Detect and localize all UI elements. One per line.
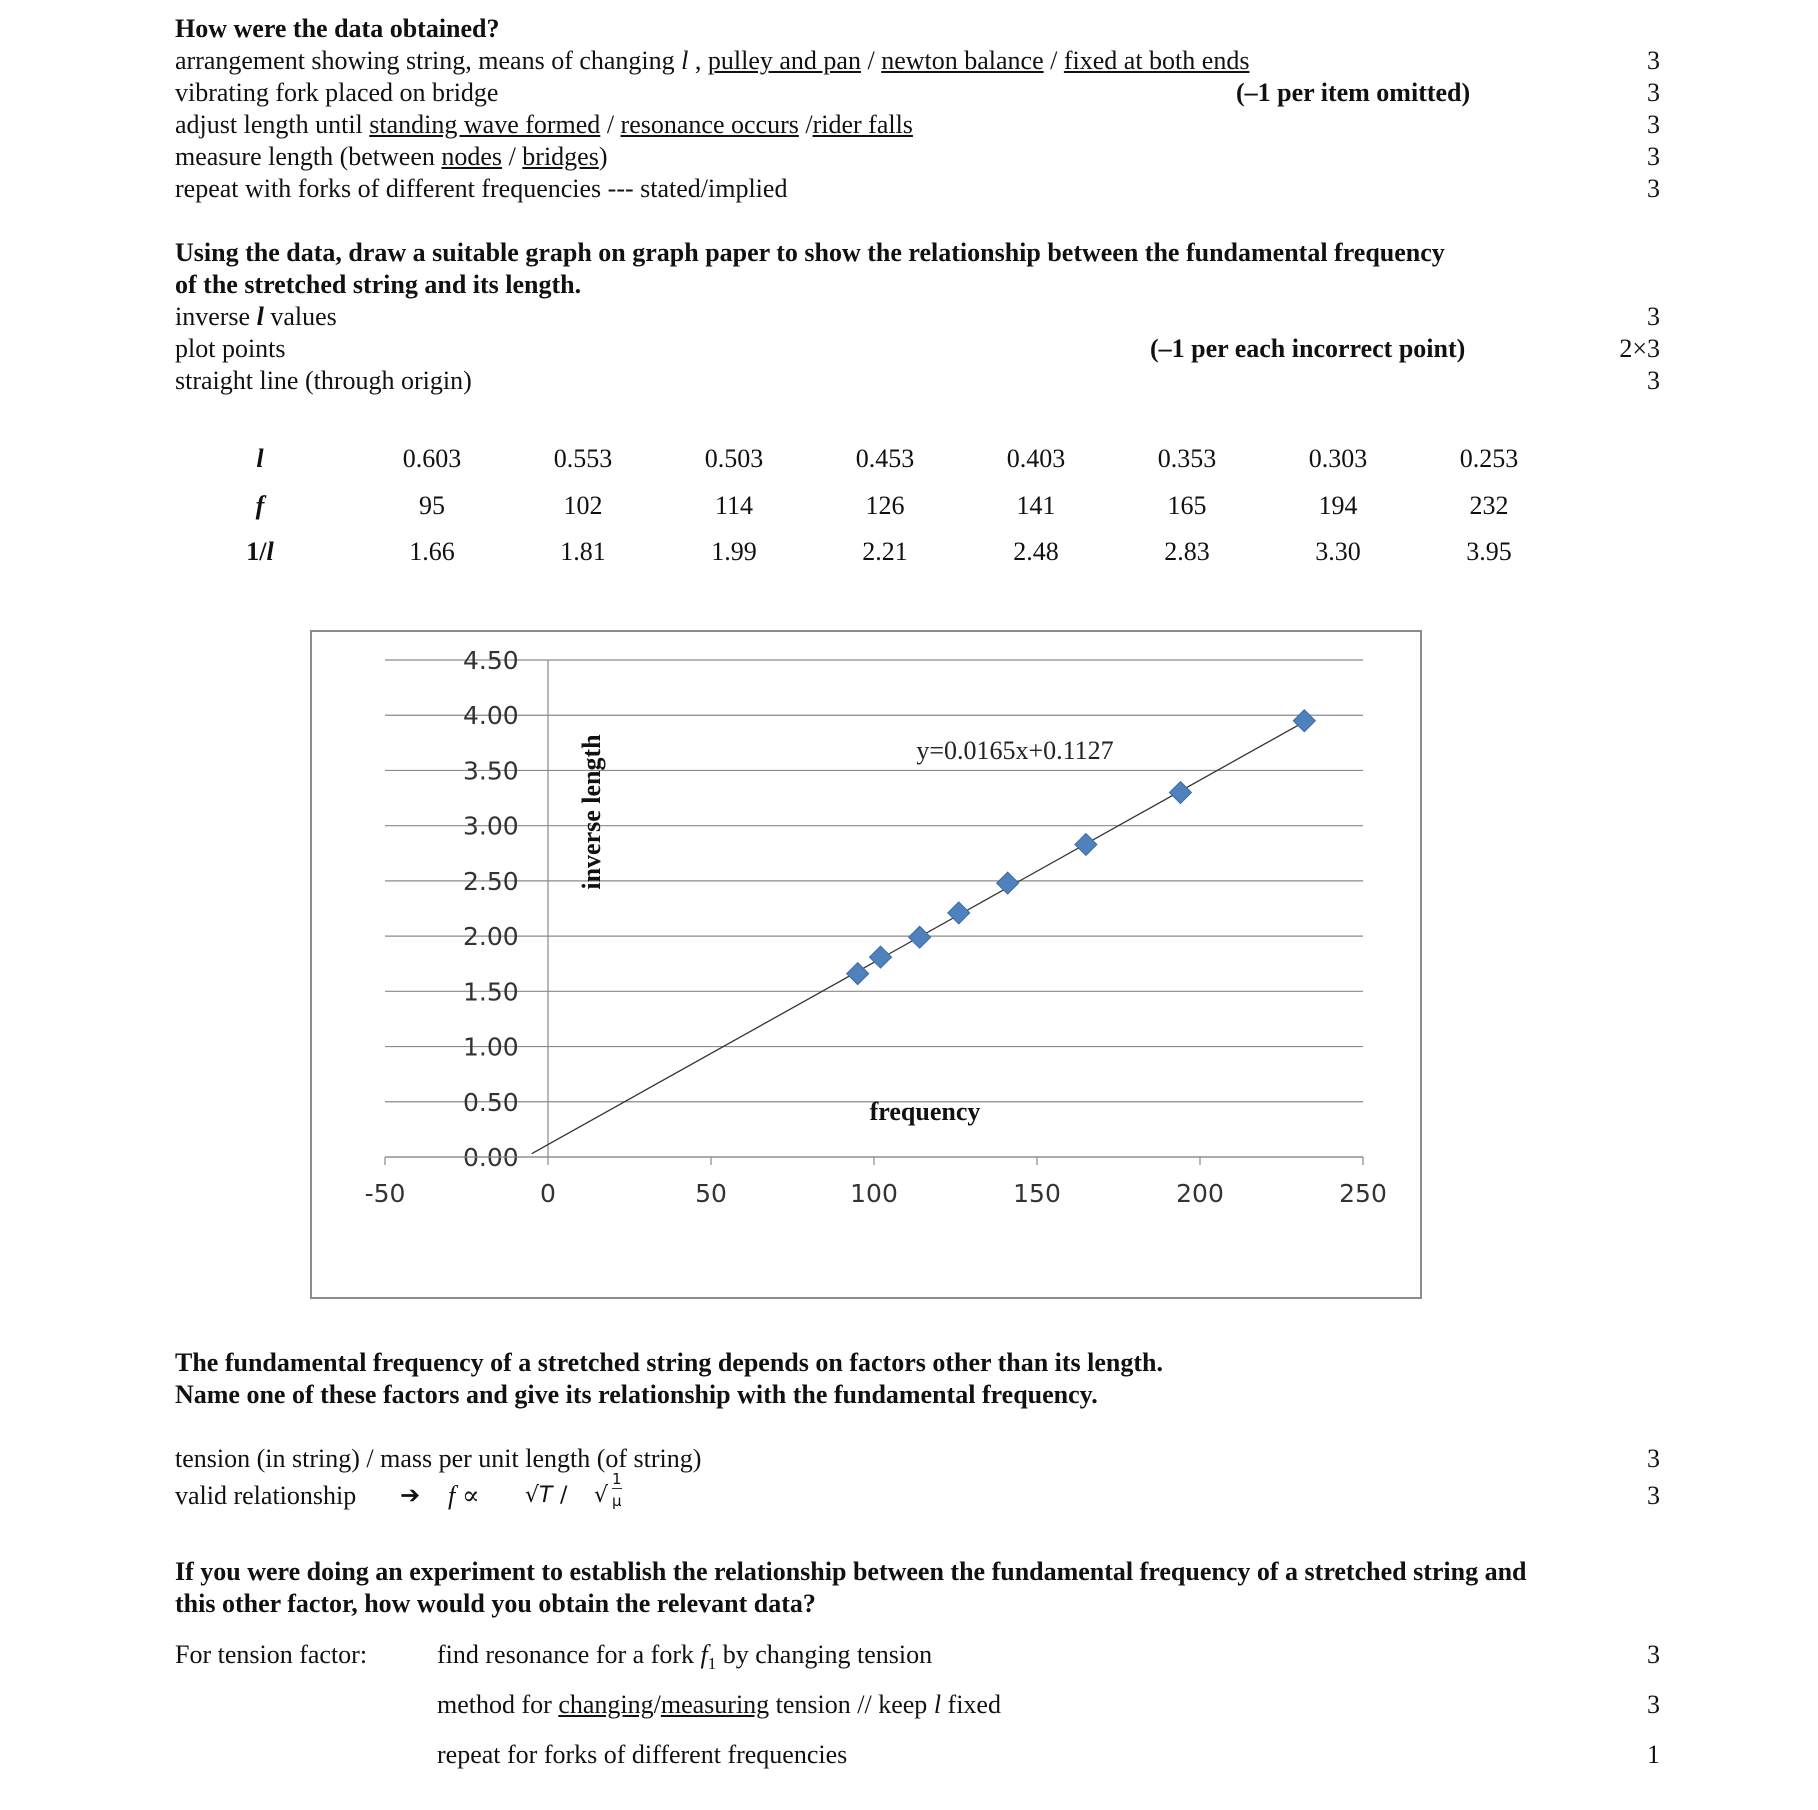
data-point <box>847 963 869 985</box>
s2-mark-2: 2×3 <box>1619 334 1660 363</box>
table-cell-inv: 2.83 <box>1164 537 1210 566</box>
s2-mark-3: 3 <box>1647 366 1660 395</box>
table-cell-l: 0.253 <box>1459 444 1519 473</box>
table-cell-f: 102 <box>563 491 603 520</box>
s2-line1: inverse l values <box>175 302 337 331</box>
s1-line5: repeat with forks of different frequencies --- stated/implied <box>175 174 788 203</box>
x-tick-label: 50 <box>695 1179 727 1208</box>
table-row-label-f: f <box>255 491 265 520</box>
y-tick-label: 0.50 <box>462 1087 519 1117</box>
section1-heading: How were the data obtained? <box>175 14 500 43</box>
data-point <box>1075 833 1097 855</box>
section2-heading-1: Using the data, draw a suitable graph on graph paper to show the relationship between the fundamental frequency <box>175 238 1445 267</box>
data-point <box>948 902 970 924</box>
s1-mark-2: 3 <box>1647 78 1660 107</box>
table-cell-inv: 3.95 <box>1466 537 1512 566</box>
table-cell-f: 114 <box>714 491 754 520</box>
s3-line2: valid relationship <box>175 1481 357 1510</box>
x-tick-label: 250 <box>1339 1179 1387 1208</box>
section3-heading-2: Name one of these factors and give its relationship with the fundamental frequency. <box>175 1380 1098 1409</box>
table-cell-f: 165 <box>1167 491 1207 520</box>
s1-line2: vibrating fork placed on bridge <box>175 78 499 107</box>
s4-mark-3: 1 <box>1647 1740 1660 1769</box>
table-cell-inv: 1.99 <box>711 537 757 566</box>
relation-denominator: μ <box>612 1492 622 1510</box>
relation-f: f <box>448 1481 456 1510</box>
table-cell-l: 0.553 <box>553 444 613 473</box>
table-cell-f: 141 <box>1016 491 1056 520</box>
s1-line3: adjust length until standing wave formed / resonance occurs /rider falls <box>175 110 913 139</box>
data-point <box>1169 782 1191 804</box>
table-cell-f: 95 <box>419 491 445 520</box>
x-axis-label: frequency <box>869 1097 981 1126</box>
table-cell-l: 0.403 <box>1006 444 1066 473</box>
s1-mark-4: 3 <box>1647 142 1660 171</box>
s1-mark-1: 3 <box>1647 46 1660 75</box>
table-cell-l: 0.603 <box>402 444 462 473</box>
relation-sqrt: √ <box>594 1483 609 1508</box>
s1-mark-5: 3 <box>1647 174 1660 203</box>
table-cell-f: 232 <box>1469 491 1509 520</box>
s2-mark-1: 3 <box>1647 302 1660 331</box>
y-tick-label: 4.50 <box>462 646 519 675</box>
table-cell-inv: 2.48 <box>1013 537 1059 566</box>
s4-step3: repeat for forks of different frequencies <box>437 1740 848 1769</box>
table-cell-inv: 1.66 <box>409 537 455 566</box>
table-cell-l: 0.503 <box>704 444 764 473</box>
s3-mark-1: 3 <box>1647 1444 1660 1473</box>
section4-heading-2: this other factor, how would you obtain the relevant data? <box>175 1589 816 1618</box>
y-tick-label: 2.50 <box>462 866 519 896</box>
table-cell-inv: 1.81 <box>560 537 606 566</box>
s4-label: For tension factor: <box>175 1640 368 1669</box>
y-tick-label: 4.00 <box>462 701 519 731</box>
s1-line1: arrangement showing string, means of changing l , pulley and pan / newton balance / fixed at both ends <box>175 46 1250 75</box>
y-tick-label: 3.50 <box>462 756 519 786</box>
section4-heading-1: If you were doing an experiment to establish the relationship between the fundamental frequency of a stretched string and <box>175 1557 1527 1586</box>
table-cell-l: 0.303 <box>1308 444 1368 473</box>
table-row-label-inv: 1/l <box>246 537 274 566</box>
x-tick-label: 150 <box>1013 1179 1061 1208</box>
section2-heading-2: of the stretched string and its length. <box>175 270 582 299</box>
s1-line4: measure length (between nodes / bridges) <box>175 142 608 171</box>
s4-step2: method for changing/measuring tension // keep l fixed <box>437 1690 1001 1719</box>
table-cell-f: 194 <box>1318 491 1358 520</box>
s3-line1: tension (in string) / mass per unit length (of string) <box>175 1444 702 1473</box>
y-axis-label: inverse length <box>577 734 606 890</box>
data-point <box>870 946 892 968</box>
table-cell-l: 0.353 <box>1157 444 1217 473</box>
data-point <box>997 872 1019 894</box>
y-tick-label: 2.00 <box>462 922 519 952</box>
s1-mark-3: 3 <box>1647 110 1660 139</box>
y-tick-label: 3.00 <box>462 811 519 841</box>
relation-separator: / <box>560 1483 568 1508</box>
x-tick-label: 100 <box>850 1179 898 1208</box>
trendline-equation: y=0.0165x+0.1127 <box>916 736 1114 765</box>
relation-numerator: 1 <box>612 1470 622 1488</box>
s4-mark-2: 3 <box>1647 1690 1660 1719</box>
s2-line3: straight line (through origin) <box>175 366 472 395</box>
data-point <box>909 926 931 948</box>
data-point <box>1293 710 1315 732</box>
s4-step1: find resonance for a fork $f_1$ by changing tension <box>437 1640 933 1674</box>
s1-line2-note: (–1 per item omitted) <box>1236 78 1471 107</box>
y-tick-label: 1.00 <box>462 1032 519 1062</box>
y-tick-label: 0.00 <box>462 1143 519 1172</box>
relation-sqrt-t: √T <box>525 1483 553 1508</box>
table-row-label-l: l <box>256 444 264 473</box>
table-cell-inv: 2.21 <box>862 537 908 566</box>
relation-proportional: ∝ <box>462 1481 480 1510</box>
x-tick-label: 0 <box>540 1179 556 1208</box>
s2-line2-note: (–1 per each incorrect point) <box>1150 334 1466 363</box>
section3-heading-1: The fundamental frequency of a stretched string depends on factors other than its length. <box>175 1348 1164 1377</box>
s3-mark-2: 3 <box>1647 1481 1660 1510</box>
table-cell-inv: 3.30 <box>1315 537 1361 566</box>
x-tick-label: -50 <box>364 1179 406 1208</box>
x-tick-label: 200 <box>1176 1179 1224 1208</box>
table-cell-l: 0.453 <box>855 444 915 473</box>
s2-line2: plot points <box>175 334 286 363</box>
table-cell-f: 126 <box>865 491 905 520</box>
arrow-right-icon: ➔ <box>400 1483 421 1509</box>
y-tick-label: 1.50 <box>462 977 519 1007</box>
s4-mark-1: 3 <box>1647 1640 1660 1669</box>
